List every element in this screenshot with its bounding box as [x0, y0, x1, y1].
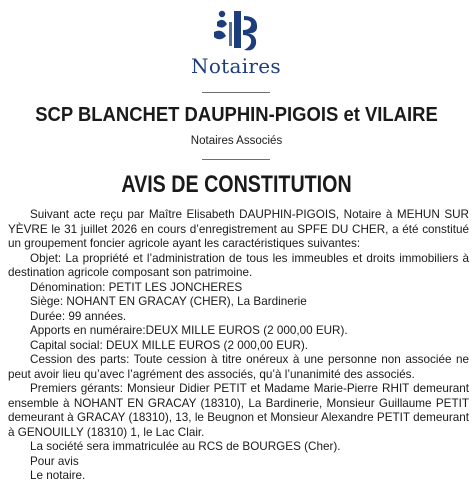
top-divider — [202, 92, 270, 93]
paragraph-siege: Siège: NOHANT EN GRACAY (CHER), La Bardinerie — [30, 295, 307, 308]
firm-name: SCP BLANCHET DAUPHIN-PIGOIS et VILAIRE — [35, 103, 438, 126]
paragraph-duree: Durée: 99 années. — [30, 309, 127, 323]
notaires-wordmark: Notaires — [191, 54, 281, 78]
notice-title: AVIS DE CONSTITUTION — [121, 171, 352, 198]
paragraph-objet: Objet: La propriété et l’administration de tous les immeubles et droits immobiliers à destination agricole composant son patrimoine. — [8, 251, 469, 279]
firm-subtitle: Notaires Associés — [190, 135, 283, 147]
paragraph-apports: Apports en numéraire:DEUX MILLE EUROS (2 000,00 EUR). — [30, 324, 348, 337]
paragraph-rcs: La société sera immatriculée au RCS de BOURGES (Cher). — [30, 440, 341, 453]
paragraph-capital: Capital social: DEUX MILLE EUROS (2 000,00 EUR). — [30, 338, 309, 352]
paragraph-gerants: Premiers gérants: Monsieur Didier PETIT et Madame Marie-Pierre RHIT demeurant ensemble à NOHANT EN GRACAY (18310), La Bardinerie, Monsieur Guillaume PETIT demeurant à GRACAY (18310), 13, le Beugnon et Monsieur Alexandre PETIT demeurant à GENOUILLY (18310) 1, le Lac Clair. — [8, 382, 469, 439]
paragraph-intro: Suivant acte reçu par Maître Elisabeth DAUPHIN-PIGOIS, Notaire à MEHUN SUR YÈVRE le 31 juillet 2026 en cours d’enregistrement au SPFE DU CHER, a été constitué un groupement foncier agricole ayant les caractéristiques suivantes: — [8, 208, 469, 250]
notice-body — [8, 208, 469, 484]
paragraph-denomination: Dénomination: PETIT LES JONCHERES — [30, 280, 243, 294]
notaires-logo — [186, 8, 286, 76]
middle-divider — [202, 159, 270, 160]
paragraph-cession: Cession des parts: Toute cession à titre onéreux à une personne non associée ne peut avoir lieu qu’avec l’agrément des associés, qu’à l’unanimité des associés. — [8, 353, 469, 381]
paragraph-pour-avis: Pour avis — [30, 454, 79, 468]
notaires-marianne-logo-icon — [210, 8, 262, 54]
paragraph-signature: Le notaire. — [30, 469, 86, 482]
